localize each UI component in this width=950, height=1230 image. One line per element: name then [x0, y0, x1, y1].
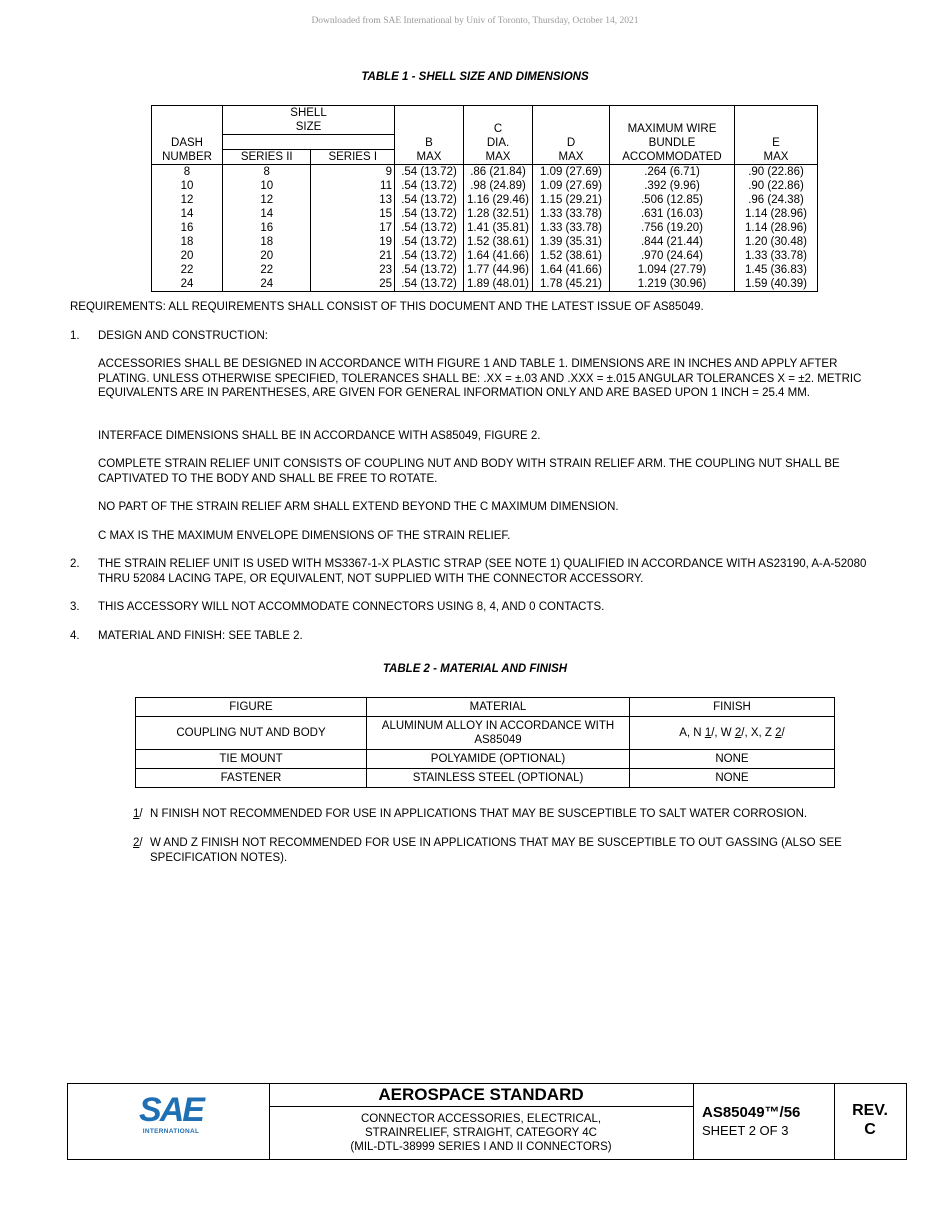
col-header-d: D MAX [533, 106, 610, 165]
section3-text: THIS ACCESSORY WILL NOT ACCOMMODATE CONNECTORS USING 8, 4, AND 0 CONTACTS. [98, 601, 605, 613]
table-row [152, 207, 818, 221]
t1-cell: 1.52 (38.61) [533, 249, 610, 263]
t2-cell: TIE MOUNT [136, 750, 367, 769]
t1-cell: .90 (22.86) [735, 165, 818, 180]
t1-cell: .54 (13.72) [395, 165, 464, 180]
col-header-series-ii: SERIES II [223, 150, 311, 165]
rev-value: C [864, 1121, 876, 1138]
table-row [152, 235, 818, 249]
t1-cell: .54 (13.72) [395, 179, 464, 193]
title-cell [269, 1084, 694, 1159]
t2-cell: POLYAMIDE (OPTIONAL) [367, 750, 630, 769]
t1-cell: 1.16 (29.46) [464, 193, 533, 207]
t2-header-material: MATERIAL [367, 698, 630, 717]
t1-cell: .54 (13.72) [395, 207, 464, 221]
t1-cell: 1.33 (33.78) [533, 207, 610, 221]
sheet-number: SHEET 2 OF 3 [702, 1123, 789, 1138]
t1-cell: 20 [223, 249, 311, 263]
section1-heading: DESIGN AND CONSTRUCTION: [98, 330, 268, 342]
t1-cell: 10 [152, 179, 223, 193]
logo-cell [68, 1084, 270, 1159]
t1-cell: 1.39 (35.31) [533, 235, 610, 249]
doc-number: AS85049™/56 [702, 1104, 801, 1121]
t1-cell: 24 [223, 277, 311, 292]
section2-text: THE STRAIN RELIEF UNIT IS USED WITH MS3367-1-X PLASTIC STRAP (SEE NOTE 1) QUALIFIED IN ACCORDANCE WITH AS23190, A-A-52080 THRU 52084 LACING TAPE, OR EQUIVALENT, NOT SUPPLIED WITH THE CONNECTOR ACCESSORY. [98, 558, 867, 585]
col-header-series-i: SERIES I [311, 150, 395, 165]
t1-cell: .98 (24.89) [464, 179, 533, 193]
t1-cell: 1.77 (44.96) [464, 263, 533, 277]
t1-cell: 1.78 (45.21) [533, 277, 610, 292]
t1-cell: 15 [311, 207, 395, 221]
t2-header-figure: FIGURE [136, 698, 367, 717]
t1-cell: .392 (9.96) [610, 179, 735, 193]
rev-label: REV. [852, 1102, 888, 1119]
t1-cell: 1.28 (32.51) [464, 207, 533, 221]
footnote-1-ref: 1/ [133, 808, 143, 820]
t1-cell: 13 [311, 193, 395, 207]
footnote-2-ref: 2/ [133, 837, 143, 849]
t1-cell: 18 [223, 235, 311, 249]
shell-spacer [223, 135, 395, 150]
t1-cell: 8 [152, 165, 223, 180]
sae-logo: SAE INTERNATIONAL [139, 1091, 203, 1135]
t1-cell: 1.09 (27.69) [533, 165, 610, 180]
t1-cell: .86 (21.84) [464, 165, 533, 180]
t1-cell: 1.52 (38.61) [464, 235, 533, 249]
table1-title: TABLE 1 - SHELL SIZE AND DIMENSIONS [361, 71, 589, 83]
title-block [67, 1083, 907, 1160]
section4-text: MATERIAL AND FINISH: SEE TABLE 2. [98, 630, 303, 642]
standard-title: AEROSPACE STANDARD [269, 1084, 693, 1107]
t1-cell: 12 [223, 193, 311, 207]
material-finish-table [135, 697, 835, 788]
table-row [152, 193, 818, 207]
t1-cell: 1.64 (41.66) [464, 249, 533, 263]
t1-cell: .970 (24.64) [610, 249, 735, 263]
requirements-text: REQUIREMENTS: ALL REQUIREMENTS SHALL CONSIST OF THIS DOCUMENT AND THE LATEST ISSUE OF AS85049. [70, 301, 704, 313]
t1-cell: 16 [223, 221, 311, 235]
table-row [152, 165, 818, 180]
t2-header-finish: FINISH [630, 698, 835, 717]
t1-cell: .506 (12.85) [610, 193, 735, 207]
t2-cell: COUPLING NUT AND BODY [136, 717, 367, 750]
col-header-e: E MAX [735, 106, 818, 165]
t1-cell: .54 (13.72) [395, 235, 464, 249]
t1-cell: .631 (16.03) [610, 207, 735, 221]
t2-cell: ALUMINUM ALLOY IN ACCORDANCE WITH AS85049 [367, 717, 630, 750]
t1-cell: .756 (19.20) [610, 221, 735, 235]
t1-cell: .264 (6.71) [610, 165, 735, 180]
t2-cell: NONE [630, 750, 835, 769]
t1-cell: 1.20 (30.48) [735, 235, 818, 249]
section1-paragraph-3: COMPLETE STRAIN RELIEF UNIT CONSISTS OF COUPLING NUT AND BODY WITH STRAIN RELIEF ARM. THE COUPLING NUT SHALL BE CAPTIVATED TO THE BODY AND SHALL BE FREE TO ROTATE. [98, 458, 840, 485]
section1-paragraph-5: C MAX IS THE MAXIMUM ENVELOPE DIMENSIONS OF THE STRAIN RELIEF. [98, 530, 511, 542]
t1-cell: 10 [223, 179, 311, 193]
footnote-1-text: N FINISH NOT RECOMMENDED FOR USE IN APPLICATIONS THAT MAY BE SUSCEPTIBLE TO SALT WATER CORROSION. [150, 808, 808, 820]
t1-cell: 1.14 (28.96) [735, 221, 818, 235]
t1-cell: 1.41 (35.81) [464, 221, 533, 235]
t1-cell: 1.15 (29.21) [533, 193, 610, 207]
t1-cell: .54 (13.72) [395, 277, 464, 292]
col-header-b: B MAX [395, 106, 464, 165]
t1-cell: 1.64 (41.66) [533, 263, 610, 277]
t1-cell: 8 [223, 165, 311, 180]
section2-number: 2. [70, 558, 80, 570]
t1-cell: 11 [311, 179, 395, 193]
section1-number: 1. [70, 330, 80, 342]
shell-size-table [151, 105, 818, 292]
standard-description: CONNECTOR ACCESSORIES, ELECTRICAL, STRAINRELIEF, STRAIGHT, CATEGORY 4C (MIL-DTL-38999 SERIES I AND II CONNECTORS) [350, 1113, 612, 1153]
t1-cell: .54 (13.72) [395, 193, 464, 207]
t1-cell: 18 [152, 235, 223, 249]
t2-cell: NONE [630, 769, 835, 788]
t1-cell: 1.33 (33.78) [735, 249, 818, 263]
table-row [152, 179, 818, 193]
col-header-wire-bundle: MAXIMUM WIRE BUNDLE ACCOMMODATED [610, 106, 735, 165]
t1-cell: 22 [223, 263, 311, 277]
t1-cell: 23 [311, 263, 395, 277]
doc-number-cell [693, 1084, 835, 1159]
col-header-dash: DASH NUMBER [152, 106, 223, 165]
t1-cell: 1.14 (28.96) [735, 207, 818, 221]
section1-paragraph-2: INTERFACE DIMENSIONS SHALL BE IN ACCORDANCE WITH AS85049, FIGURE 2. [98, 430, 541, 442]
table-row [152, 277, 818, 292]
t1-cell: .54 (13.72) [395, 221, 464, 235]
t1-cell: 14 [152, 207, 223, 221]
download-watermark: Downloaded from SAE International by Univ of Toronto, Thursday, October 14, 2021 [311, 16, 639, 26]
t1-cell: .54 (13.72) [395, 263, 464, 277]
t1-cell: 1.59 (40.39) [735, 277, 818, 292]
t1-cell: 1.45 (36.83) [735, 263, 818, 277]
t1-cell: 1.33 (33.78) [533, 221, 610, 235]
t1-cell: .90 (22.86) [735, 179, 818, 193]
col-header-c: C DIA. MAX [464, 106, 533, 165]
section1-paragraph-4: NO PART OF THE STRAIN RELIEF ARM SHALL EXTEND BEYOND THE C MAXIMUM DIMENSION. [98, 501, 619, 513]
t1-cell: 19 [311, 235, 395, 249]
t1-cell: .54 (13.72) [395, 249, 464, 263]
table2-title: TABLE 2 - MATERIAL AND FINISH [382, 663, 568, 675]
footnote-2-text: W AND Z FINISH NOT RECOMMENDED FOR USE IN APPLICATIONS THAT MAY BE SUSCEPTIBLE TO OUT GASSING (ALSO SEE SPECIFICATION NOTES). [150, 837, 842, 864]
t1-cell: 21 [311, 249, 395, 263]
t1-cell: 17 [311, 221, 395, 235]
table-row [152, 263, 818, 277]
t1-cell: 1.09 (27.69) [533, 179, 610, 193]
t1-cell: .96 (24.38) [735, 193, 818, 207]
t1-cell: 22 [152, 263, 223, 277]
t1-cell: 9 [311, 165, 395, 180]
t1-cell: 1.89 (48.01) [464, 277, 533, 292]
section3-number: 3. [70, 601, 80, 613]
t1-cell: 16 [152, 221, 223, 235]
t2-cell: FASTENER [136, 769, 367, 788]
t1-cell: .844 (21.44) [610, 235, 735, 249]
t1-cell: 1.219 (30.96) [610, 277, 735, 292]
t1-cell: 20 [152, 249, 223, 263]
t2-cell-finish-coupling: A, N 1/, W 2/, X, Z 2/ [630, 717, 835, 750]
table-row [152, 249, 818, 263]
section1-paragraph-1: ACCESSORIES SHALL BE DESIGNED IN ACCORDANCE WITH FIGURE 1 AND TABLE 1. DIMENSIONS ARE IN INCHES AND APPLY AFTER PLATING. UNLESS OTHERWISE SPECIFIED, TOLERANCES SHALL BE: .XX = ±.03 AND .XXX = ±.015 ANGULAR TOLERANCES X = ±2. METRIC EQUIVALENTS ARE IN PARENTHESES, ARE GIVEN FOR GENERAL INFORMATION ONLY AND ARE BASED UPON 1 INCH = 25.4 MM. [98, 358, 862, 399]
t1-cell: 12 [152, 193, 223, 207]
section4-number: 4. [70, 630, 80, 642]
t1-cell: 25 [311, 277, 395, 292]
col-header-shell-size: SHELL SIZE [223, 106, 395, 135]
t1-cell: 1.094 (27.79) [610, 263, 735, 277]
table-row [152, 221, 818, 235]
t2-cell: STAINLESS STEEL (OPTIONAL) [367, 769, 630, 788]
revision-cell [834, 1084, 906, 1159]
t1-cell: 24 [152, 277, 223, 292]
t1-cell: 14 [223, 207, 311, 221]
